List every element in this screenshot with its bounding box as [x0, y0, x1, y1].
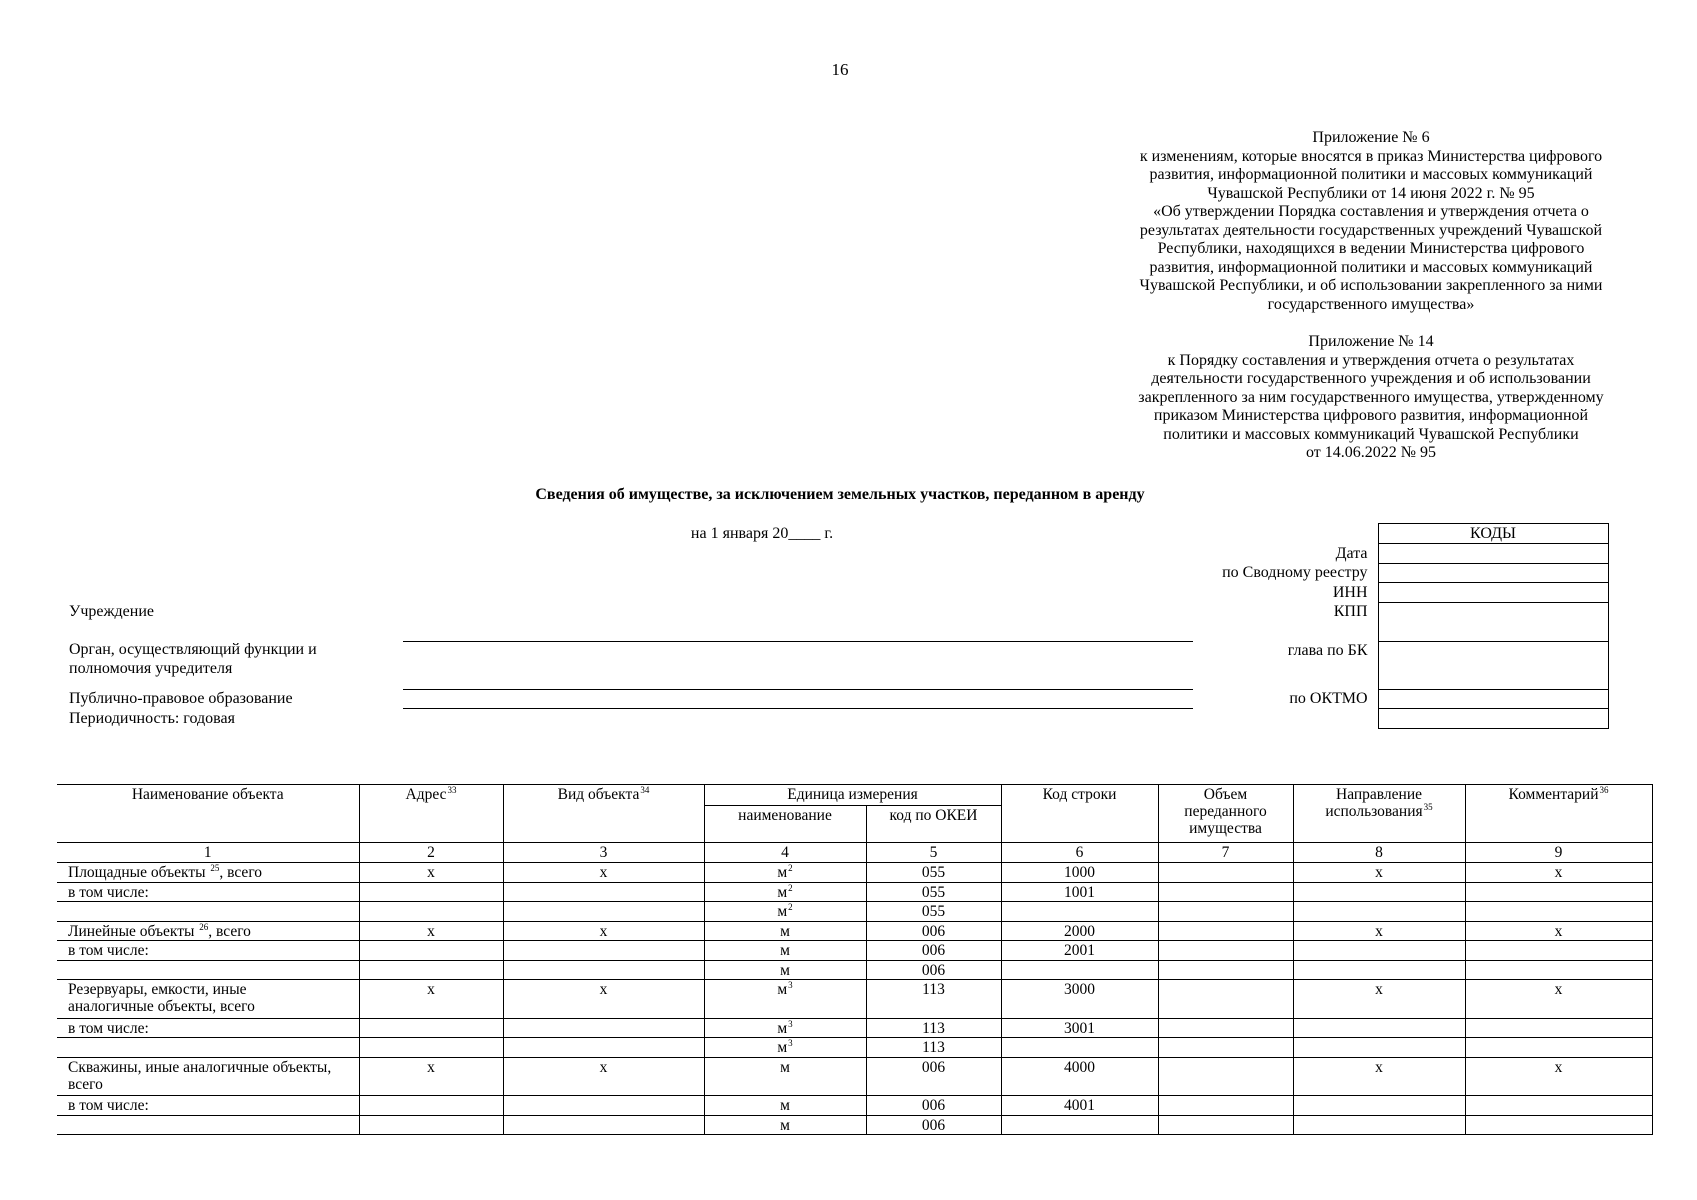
cell-direction	[1293, 1038, 1465, 1058]
cell-direction	[1293, 1018, 1465, 1038]
cell-comment	[1465, 1038, 1652, 1058]
table-row	[57, 1096, 1652, 1116]
codes-row	[1100, 563, 1608, 583]
unit-text: м	[780, 1116, 790, 1134]
table-body	[57, 843, 1652, 1135]
founder-label-line-2: полномочия учредителя	[69, 659, 233, 677]
table-row	[57, 902, 1652, 922]
footnote-mark: 26	[199, 921, 209, 932]
institution-underline	[403, 641, 1193, 642]
cell-volume	[1158, 960, 1293, 980]
report-date-line: на 1 января 20____ г.	[690, 525, 834, 542]
cell-comment: х	[1465, 921, 1652, 941]
cell-volume	[1158, 1018, 1293, 1038]
cell-volume	[1158, 863, 1293, 883]
cell-direction	[1293, 882, 1465, 902]
cell-unit	[704, 1018, 866, 1038]
unit-power: 3	[788, 980, 793, 990]
cell-comment	[1465, 1018, 1652, 1038]
footnote-mark: 33	[447, 785, 457, 795]
codes-table	[1100, 523, 1609, 729]
cell-direction: х	[1293, 1057, 1465, 1096]
appendix-6-line: развития, информационной политики и массовых коммуникаций	[1149, 258, 1593, 276]
cell-code: 4000	[1001, 1057, 1158, 1096]
code-value-inn	[1378, 583, 1608, 603]
header-direction-text: Направление использования	[1325, 786, 1423, 820]
codes-header-row	[1100, 524, 1608, 544]
column-number: 4	[704, 843, 866, 863]
codes-row	[1100, 544, 1608, 564]
cell-comment	[1465, 902, 1652, 922]
cell-volume	[1158, 1038, 1293, 1058]
cell-type: х	[503, 863, 704, 883]
appendix-6-line: Чувашской Республики от 14 июня 2022 г. № 95	[1207, 184, 1535, 202]
object-name-text: Скважины, иные аналогичные объекты, всего	[68, 1058, 332, 1093]
header-comment	[1465, 785, 1652, 843]
cell-name	[57, 980, 359, 1019]
codes-row	[1100, 602, 1608, 641]
object-name-suffix: , всего	[208, 922, 251, 940]
cell-type	[503, 960, 704, 980]
cell-unit	[704, 1038, 866, 1058]
cell-address: х	[359, 863, 503, 883]
cell-name	[57, 1018, 359, 1038]
appendix-6-line: результатах деятельности государственных учреждений Чувашской	[1139, 221, 1603, 239]
cell-comment	[1465, 960, 1652, 980]
cell-name	[57, 1115, 359, 1135]
cell-address: х	[359, 921, 503, 941]
object-name-text: в том числе:	[68, 942, 149, 959]
column-number: 7	[1158, 843, 1293, 863]
code-label-budget-chapter: глава по БК	[1287, 642, 1368, 659]
column-number: 5	[866, 843, 1001, 863]
cell-type: х	[503, 1057, 704, 1096]
unit-text: м	[777, 903, 788, 920]
object-name-text: Площадные объекты	[68, 864, 210, 881]
cell-volume	[1158, 921, 1293, 941]
table-row	[57, 1115, 1652, 1135]
cell-address	[359, 1018, 503, 1038]
cell-type	[503, 1096, 704, 1116]
cell-code: 3000	[1001, 980, 1158, 1019]
cell-type: х	[503, 921, 704, 941]
cell-name	[57, 921, 359, 941]
cell-name	[57, 960, 359, 980]
public-entity-label: Публично-правовое образование	[69, 690, 293, 707]
cell-type: х	[503, 980, 704, 1019]
object-name-text: в том числе:	[68, 1019, 149, 1037]
cell-okei: 113	[866, 1038, 1001, 1058]
cell-code	[1001, 1115, 1158, 1135]
column-number: 9	[1465, 843, 1652, 863]
cell-volume	[1158, 902, 1293, 922]
cell-okei: 006	[866, 1057, 1001, 1096]
appendix-14-line: приказом Министерства цифрового развития, информационной	[1153, 407, 1589, 424]
cell-name	[57, 1096, 359, 1116]
cell-okei: 113	[866, 1018, 1001, 1038]
cell-address	[359, 1038, 503, 1058]
cell-unit	[704, 941, 866, 961]
appendix-14-line: закрепленного за ним государственного имущества, утвержденному	[1138, 388, 1604, 406]
unit-text: м	[777, 864, 788, 881]
cell-unit	[704, 882, 866, 902]
code-value-kpp	[1378, 602, 1608, 641]
cell-okei: 055	[866, 882, 1001, 902]
object-name-text: Линейные объекты	[68, 922, 199, 940]
cell-type	[503, 941, 704, 961]
header-object-type-text: Вид объекта	[557, 786, 640, 803]
table-row	[57, 921, 1652, 941]
column-number-row	[57, 843, 1652, 863]
cell-okei: 055	[866, 863, 1001, 883]
object-name-text: в том числе:	[68, 883, 149, 901]
header-address	[359, 785, 503, 843]
footnote-mark: 25	[210, 863, 220, 873]
table-row	[57, 1038, 1652, 1058]
cell-unit	[704, 921, 866, 941]
appendix-6-block	[1116, 129, 1626, 314]
institution-label: Учреждение	[69, 603, 154, 620]
cell-code: 2001	[1001, 941, 1158, 961]
footnote-mark: 35	[1423, 802, 1433, 812]
unit-text: м	[780, 922, 790, 940]
codes-row	[1100, 689, 1608, 709]
cell-name	[57, 882, 359, 902]
unit-power: 3	[788, 1018, 793, 1029]
cell-okei: 006	[866, 1096, 1001, 1116]
cell-unit	[704, 980, 866, 1019]
table-row	[57, 980, 1652, 1019]
appendix-6-line: Чувашской Республики, и об использовании закрепленного за ними	[1139, 277, 1603, 294]
page-number: 16	[831, 60, 849, 79]
object-name-suffix: , всего	[219, 864, 263, 881]
column-number: 2	[359, 843, 503, 863]
header-comment-text: Комментарий	[1508, 786, 1599, 803]
appendix-6-line: Приложение № 6	[1312, 129, 1430, 146]
cell-volume	[1158, 1115, 1293, 1135]
column-number: 3	[503, 843, 704, 863]
code-value-date	[1378, 544, 1608, 564]
header-unit-name: наименование	[704, 806, 866, 843]
cell-address	[359, 1115, 503, 1135]
unit-power: 2	[788, 863, 793, 873]
object-name-text: в том числе:	[68, 1097, 149, 1114]
cell-comment	[1465, 882, 1652, 902]
cell-comment	[1465, 1096, 1652, 1116]
cell-type	[503, 1018, 704, 1038]
column-number: 6	[1001, 843, 1158, 863]
cell-direction: х	[1293, 921, 1465, 941]
code-value-consolidated-register	[1378, 563, 1608, 583]
cell-address	[359, 941, 503, 961]
unit-power: 2	[788, 902, 793, 912]
cell-name	[57, 941, 359, 961]
cell-address	[359, 1096, 503, 1116]
cell-okei: 006	[866, 1115, 1001, 1135]
periodicity-label: Периодичность: годовая	[69, 709, 235, 727]
codes-header-spacer	[1100, 524, 1378, 544]
header-unit-okei: код по ОКЕИ	[866, 806, 1001, 843]
footnote-mark: 36	[1599, 785, 1609, 795]
cell-type	[503, 1038, 704, 1058]
unit-text: м	[777, 1019, 788, 1037]
codes-header: КОДЫ	[1378, 524, 1608, 544]
codes-row	[1100, 709, 1608, 729]
code-label-kpp: КПП	[1333, 603, 1368, 620]
appendix-6-line: государственного имущества»	[1267, 295, 1475, 313]
cell-code: 3001	[1001, 1018, 1158, 1038]
cell-okei: 113	[866, 980, 1001, 1019]
unit-text: м	[777, 1039, 788, 1056]
cell-volume	[1158, 980, 1293, 1019]
footnote-mark: 34	[640, 785, 650, 795]
cell-unit	[704, 902, 866, 922]
cell-okei: 006	[866, 921, 1001, 941]
cell-unit	[704, 960, 866, 980]
unit-text: м	[777, 883, 788, 901]
cell-unit	[704, 1096, 866, 1116]
cell-code	[1001, 960, 1158, 980]
table-row	[57, 941, 1652, 961]
cell-code: 1001	[1001, 882, 1158, 902]
header-volume: Объем переданного имущества	[1158, 785, 1293, 843]
unit-text: м	[780, 942, 790, 959]
unit-text: м	[780, 961, 790, 979]
cell-direction: х	[1293, 980, 1465, 1019]
table-row	[57, 863, 1652, 883]
appendix-6-line: к изменениям, которые вносятся в приказ Министерства цифрового	[1139, 147, 1603, 165]
unit-text: м	[780, 1058, 790, 1076]
cell-volume	[1158, 1057, 1293, 1096]
cell-type	[503, 1115, 704, 1135]
header-direction	[1293, 785, 1465, 843]
code-label-consolidated-register: по Сводному реестру	[1222, 564, 1368, 581]
cell-direction	[1293, 1096, 1465, 1116]
cell-name	[57, 863, 359, 883]
appendix-6-line: развития, информационной политики и массовых коммуникаций	[1149, 166, 1593, 183]
cell-address	[359, 960, 503, 980]
cell-name	[57, 1057, 359, 1096]
appendix-14-line: Приложение № 14	[1308, 333, 1434, 350]
code-label-oktmo: по ОКТМО	[1289, 690, 1368, 707]
unit-power: 3	[788, 1038, 793, 1048]
cell-code	[1001, 902, 1158, 922]
founder-underline	[403, 689, 1193, 690]
cell-address: х	[359, 980, 503, 1019]
appendix-14-line: от 14.06.2022 № 95	[1305, 444, 1437, 461]
cell-unit	[704, 1057, 866, 1096]
appendix-14-block	[1116, 333, 1626, 463]
cell-name	[57, 902, 359, 922]
cell-direction	[1293, 941, 1465, 961]
cell-unit	[704, 863, 866, 883]
document-title: Сведения об имуществе, за исключением земельных участков, переданном в аренду	[535, 486, 1145, 503]
column-number: 8	[1293, 843, 1465, 863]
code-label-inn: ИНН	[1332, 583, 1368, 601]
cell-direction	[1293, 960, 1465, 980]
table-row	[57, 960, 1652, 980]
object-name-text: Резервуары, емкости, иные аналогичные объекты, всего	[68, 981, 255, 1015]
cell-direction: х	[1293, 863, 1465, 883]
unit-power: 2	[788, 882, 793, 893]
cell-unit	[704, 1115, 866, 1135]
code-value-oktmo	[1378, 689, 1608, 709]
codes-row	[1100, 583, 1608, 603]
table-row	[57, 1057, 1652, 1096]
code-label-date: Дата	[1335, 544, 1368, 562]
cell-code: 4001	[1001, 1096, 1158, 1116]
cell-code: 1000	[1001, 863, 1158, 883]
cell-comment	[1465, 1115, 1652, 1135]
code-value-periodicity	[1378, 709, 1608, 729]
cell-address	[359, 882, 503, 902]
cell-volume	[1158, 1096, 1293, 1116]
code-label-blank	[1100, 709, 1378, 729]
codes-row	[1100, 641, 1608, 689]
cell-address: х	[359, 1057, 503, 1096]
cell-direction	[1293, 1115, 1465, 1135]
cell-code	[1001, 1038, 1158, 1058]
table-header-row	[57, 785, 1652, 806]
column-number: 1	[57, 843, 359, 863]
header-object-type	[503, 785, 704, 843]
appendix-6-line: Республики, находящихся в ведении Министерства цифрового	[1157, 240, 1585, 257]
public-entity-underline	[403, 708, 1193, 709]
cell-volume	[1158, 941, 1293, 961]
header-unit: Единица измерения	[704, 785, 1001, 806]
founder-label-line-1: Орган, осуществляющий функции и	[69, 641, 317, 658]
code-value-budget-chapter	[1378, 641, 1608, 689]
appendix-14-line: деятельности государственного учреждения и об использовании	[1151, 370, 1591, 387]
appendix-14-line: политики и массовых коммуникаций Чувашской Республики	[1163, 425, 1579, 443]
cell-type	[503, 902, 704, 922]
cell-comment: х	[1465, 980, 1652, 1019]
cell-name	[57, 1038, 359, 1058]
table-row	[57, 882, 1652, 902]
cell-comment	[1465, 941, 1652, 961]
appendix-6-line: «Об утверждении Порядка составления и утверждения отчета о	[1153, 203, 1589, 220]
cell-address	[359, 902, 503, 922]
cell-type	[503, 882, 704, 902]
unit-text: м	[777, 981, 788, 998]
header-address-text: Адрес	[405, 786, 447, 803]
header-object-name: Наименование объекта	[57, 785, 359, 843]
cell-volume	[1158, 882, 1293, 902]
cell-code: 2000	[1001, 921, 1158, 941]
appendix-14-line: к Порядку составления и утверждения отчета о результатах	[1167, 351, 1575, 369]
cell-okei: 006	[866, 941, 1001, 961]
cell-okei: 055	[866, 902, 1001, 922]
cell-direction	[1293, 902, 1465, 922]
header-line-code: Код строки	[1001, 785, 1158, 843]
unit-text: м	[780, 1097, 790, 1114]
cell-okei: 006	[866, 960, 1001, 980]
cell-comment: х	[1465, 863, 1652, 883]
table-row	[57, 1018, 1652, 1038]
cell-comment: х	[1465, 1057, 1652, 1096]
property-table	[57, 784, 1653, 1135]
